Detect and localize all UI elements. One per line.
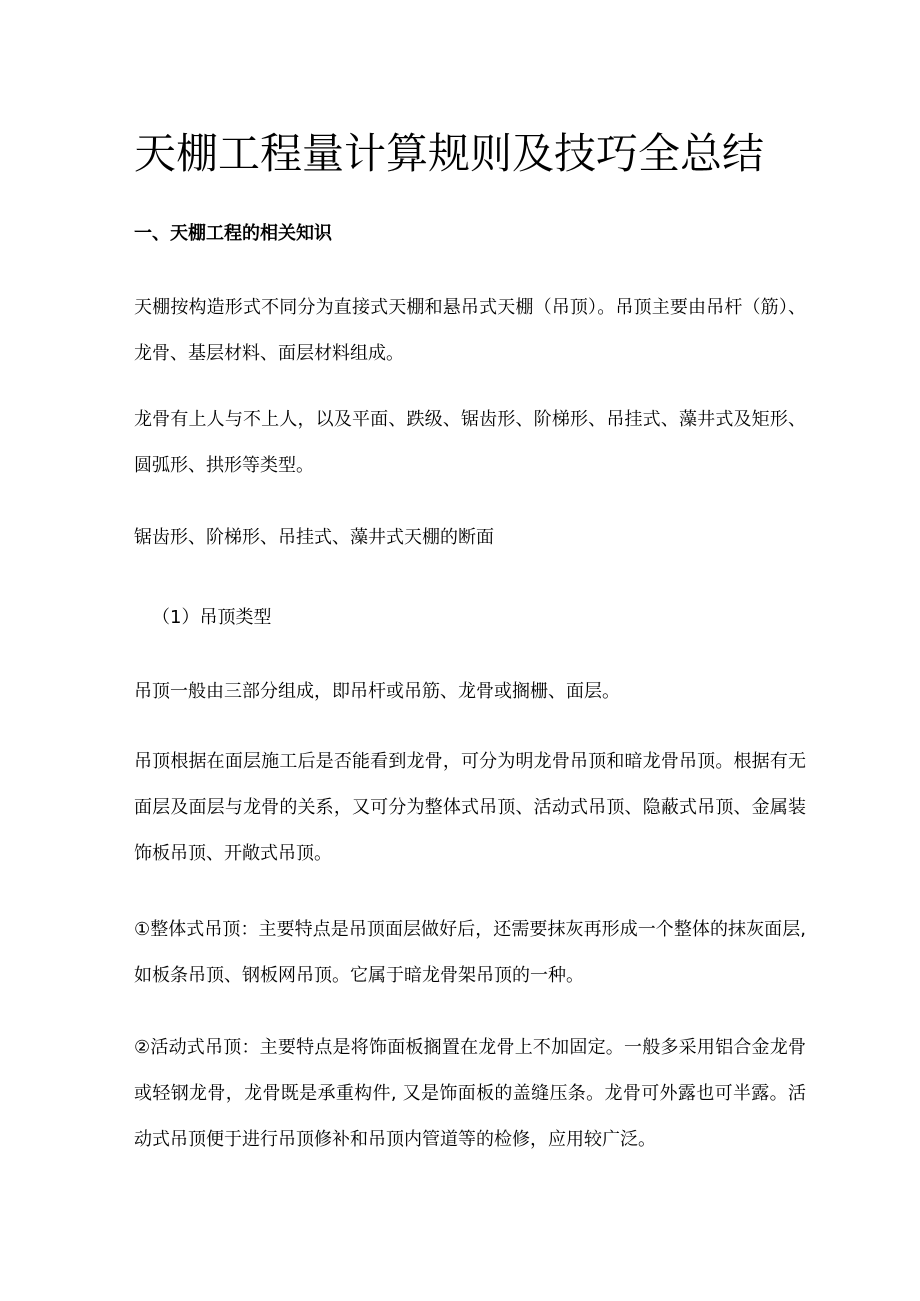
- paragraph-section-caption: 锯齿形、阶梯形、吊挂式、藻井式天棚的断面: [134, 527, 494, 548]
- paragraph-classification: 吊顶根据在面层施工后是否能看到龙骨，可分为明龙骨吊顶和暗龙骨吊顶。根据有无面层及面层与龙骨的关系，又可分为整体式吊顶、活动式吊顶、隐蔽式吊顶、金属装饰板吊顶、开敞式吊顶。: [134, 751, 806, 864]
- paragraph-ceiling-types: 天棚按构造形式不同分为直接式天棚和悬吊式天棚（吊顶）。吊顶主要由吊杆（筋）、龙骨、基层材料、面层材料组成。: [134, 297, 806, 364]
- paragraph-integral-ceiling: ①整体式吊顶：主要特点是吊顶面层做好后，还需要抹灰再形成一个整体的抹灰面层, 如板条吊顶、钢板网吊顶。它属于暗龙骨架吊顶的一种。: [134, 919, 806, 986]
- subheading-ceiling-types: （1）吊顶类型: [152, 607, 272, 628]
- section-heading: 一、天棚工程的相关知识: [134, 223, 332, 244]
- paragraph-movable-ceiling: ②活动式吊顶：主要特点是将饰面板搁置在龙骨上不加固定。一般多采用铝合金龙骨或轻钢龙骨，龙骨既是承重构件, 又是饰面板的盖缝压条。龙骨可外露也可半露。活动式吊顶便于进行吊顶修补和吊顶内管道等的检修，应用较广泛。: [134, 1037, 806, 1150]
- paragraph-keel-types: 龙骨有上人与不上人，以及平面、跌级、锯齿形、阶梯形、吊挂式、藻井式及矩形、圆弧形、拱形等类型。: [134, 409, 806, 476]
- paragraph-three-parts: 吊顶一般由三部分组成，即吊杆或吊筋、龙骨或搁栅、面层。: [134, 681, 620, 702]
- document-title: 天棚工程量计算规则及技巧全总结: [134, 129, 765, 178]
